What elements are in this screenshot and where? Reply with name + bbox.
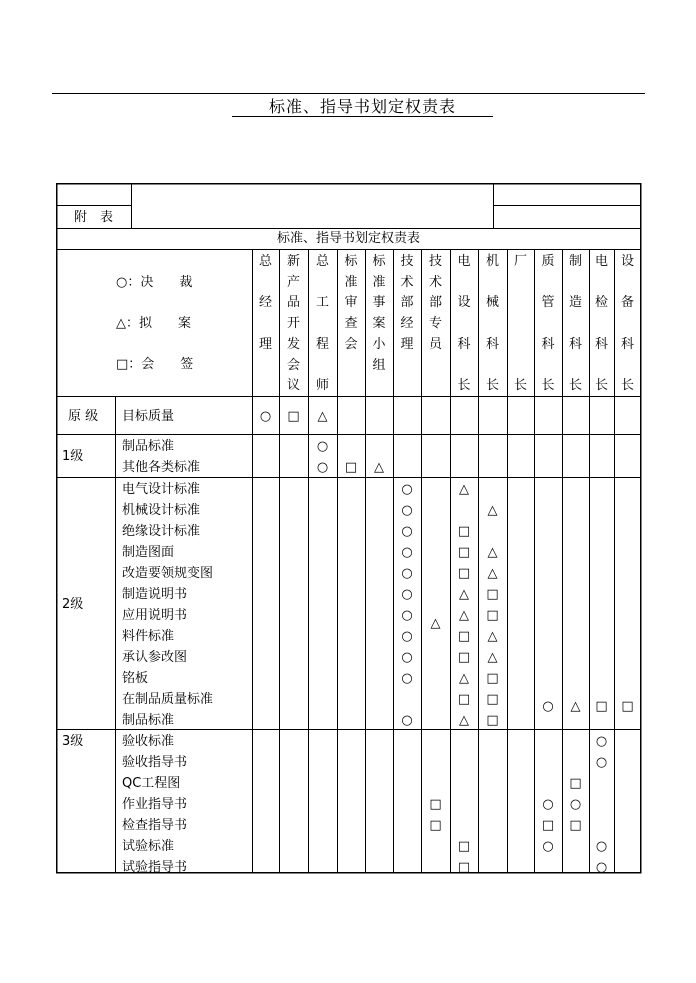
item-name: 承认参改图 [122,650,188,665]
level-label: 1级 [62,449,84,464]
sign-mark: □ [457,524,471,539]
column-header-char: 经 [258,295,272,311]
decide-mark: ○ [542,797,554,812]
item-name: 机械设计标准 [122,503,201,518]
column-header-char: 会 [344,336,358,352]
column-header-char: 技 [428,254,442,269]
item-name: 作业指导书 [122,797,188,812]
column-header-char: 长 [513,378,527,394]
item-name: 制品标准 [122,439,175,454]
column-header-char: 厂 [513,254,527,269]
item-name: 其他各类标准 [122,460,201,475]
decide-mark: ○ [401,482,413,497]
decide-mark: ○ [401,713,413,728]
draft-mark: △ [430,616,441,631]
column-header-char: 电 [594,254,608,269]
sign-mark: □ [569,776,582,791]
legend-draft: △：拟 案 [116,316,191,331]
draft-mark: △ [374,460,384,475]
column-header-char: 部 [428,295,442,311]
sign-mark: □ [287,409,300,424]
sign-mark: □ [569,818,582,833]
column-header-char: 标 [344,254,358,269]
draft-mark: △ [459,587,469,602]
column-header-char: 术 [428,274,442,290]
draft-mark: △ [487,503,498,518]
column-header-char: 设 [457,295,471,311]
column-header-char: 员 [428,336,442,352]
draft-mark: △ [317,409,328,424]
column-header-char: 程 [315,336,329,352]
column-header-char: 质 [541,254,555,269]
decide-mark: ○ [595,734,608,749]
fubiao-label: 附 表 [73,210,113,225]
sign-mark: □ [541,818,555,833]
column-header-char: 总 [315,254,329,269]
column-header-char: 设 [620,254,634,269]
level-label: 3级 [62,734,84,749]
column-header-char: 管 [541,295,555,311]
draft-mark: △ [459,713,469,728]
decide-mark: ○ [542,699,554,714]
decide-mark: ○ [595,839,608,854]
column-header-char: 事 [372,295,386,311]
column-header-char: 议 [286,378,300,394]
item-name: 应用说明书 [122,608,188,623]
sign-mark: □ [486,587,499,602]
sign-mark: □ [486,671,499,686]
draft-mark: △ [487,629,498,644]
column-header-char: 科 [457,336,471,352]
column-header-char: 准 [372,274,386,290]
decide-mark: ○ [595,755,608,770]
item-name: 制品标准 [122,713,175,728]
decide-mark: ○ [316,439,329,454]
column-header-char: 机 [485,254,499,269]
decide-mark: ○ [401,608,413,623]
column-header-char: 师 [315,378,329,394]
item-name: 制造说明书 [122,587,188,602]
column-header-char: 长 [485,378,499,394]
sign-mark: □ [486,608,499,623]
column-header-char: 案 [372,316,386,332]
item-name: 验收标准 [122,734,175,749]
item-name: 检查指导书 [122,818,188,833]
sign-mark: □ [457,650,471,665]
legend-sign: □：会 签 [116,357,194,372]
draft-mark: △ [459,482,469,497]
column-header-char: 准 [344,274,358,290]
level-label: 原 级 [68,409,99,424]
column-header-char: 电 [457,254,471,269]
column-header-char: 备 [620,295,634,311]
sign-mark: □ [486,713,499,728]
draft-mark: △ [570,699,581,714]
sign-mark: □ [457,566,471,581]
decide-mark: ○ [401,650,413,665]
column-header-char: 新 [286,254,300,269]
column-header-char: 总 [258,254,272,269]
column-header-char: 长 [457,378,471,394]
item-name: 电气设计标准 [122,482,201,497]
draft-mark: △ [487,545,498,560]
decide-mark: ○ [595,860,608,875]
page-title: 标准、指导书划定权责表 [268,97,456,116]
decide-mark: ○ [401,671,413,686]
item-name: 试验指导书 [122,860,188,875]
column-header-char: 科 [594,336,608,352]
column-header-char: 开 [286,316,300,332]
decide-mark: ○ [401,503,413,518]
draft-mark: △ [459,671,469,686]
column-header-char: 长 [620,378,634,394]
item-name: 料件标准 [122,629,175,644]
item-name: 验收指导书 [122,755,188,770]
column-header-char: 科 [485,336,499,352]
column-header-char: 理 [258,336,272,352]
decide-mark: ○ [401,629,413,644]
decide-mark: ○ [316,460,329,475]
column-header-char: 长 [594,378,608,394]
column-header-char: 小 [372,336,386,352]
column-header-char: 产 [286,274,300,290]
sign-mark: □ [457,839,471,854]
column-header-char: 术 [400,274,414,290]
item-name: 绝缘设计标准 [122,524,201,539]
column-header-char: 造 [568,295,582,311]
column-header-char: 专 [428,316,442,332]
sign-mark: □ [486,692,499,707]
item-name: 目标质量 [122,409,175,424]
column-header-char: 品 [286,295,300,311]
column-header-char: 科 [620,336,634,352]
column-header-char: 长 [568,378,582,394]
column-header-char: 组 [372,357,386,373]
sign-mark: □ [457,860,471,875]
sign-mark: □ [457,692,471,707]
sign-mark: □ [457,545,471,560]
column-header-char: 检 [594,295,608,311]
item-name: QC工程图 [122,776,181,791]
sign-mark: □ [344,460,358,475]
column-header-char: 技 [400,254,414,269]
item-name: 改造要领规变图 [122,566,214,581]
decide-mark: ○ [542,839,554,854]
column-header-char: 科 [541,336,555,352]
table-caption: 标准、指导书划定权责表 [276,231,420,246]
column-header-char: 经 [400,316,414,332]
item-name: 试验标准 [122,839,175,854]
column-header-char: 工 [315,295,329,311]
sign-mark: □ [429,797,442,812]
item-name: 在制品质量标准 [122,692,214,707]
column-header-char: 查 [344,316,358,332]
item-name: 铭板 [122,671,149,686]
draft-mark: △ [487,650,498,665]
column-header-char: 标 [372,254,386,269]
decide-mark: ○ [401,524,413,539]
decide-mark: ○ [401,566,413,581]
draft-mark: △ [459,608,469,623]
column-header-char: 械 [485,295,499,311]
sign-mark: □ [429,818,442,833]
sign-mark: □ [621,699,634,714]
sign-mark: □ [595,699,608,714]
legend-decide: ○：决 裁 [116,275,193,290]
decide-mark: ○ [401,545,413,560]
level-label: 2级 [62,597,84,612]
column-header-char: 发 [286,336,300,352]
header-rule [52,93,645,94]
decide-mark: ○ [259,409,272,424]
item-name: 制造图面 [122,545,175,560]
column-header-char: 长 [541,378,555,394]
column-header-char: 理 [400,336,414,352]
sign-mark: □ [457,629,471,644]
column-header-char: 会 [286,357,300,373]
title-underline [232,116,493,117]
column-header-char: 科 [568,336,582,352]
draft-mark: △ [487,566,498,581]
column-header-char: 部 [400,295,414,311]
decide-mark: ○ [569,797,582,812]
decide-mark: ○ [401,587,413,602]
column-header-char: 制 [568,254,582,269]
column-header-char: 审 [344,295,358,311]
